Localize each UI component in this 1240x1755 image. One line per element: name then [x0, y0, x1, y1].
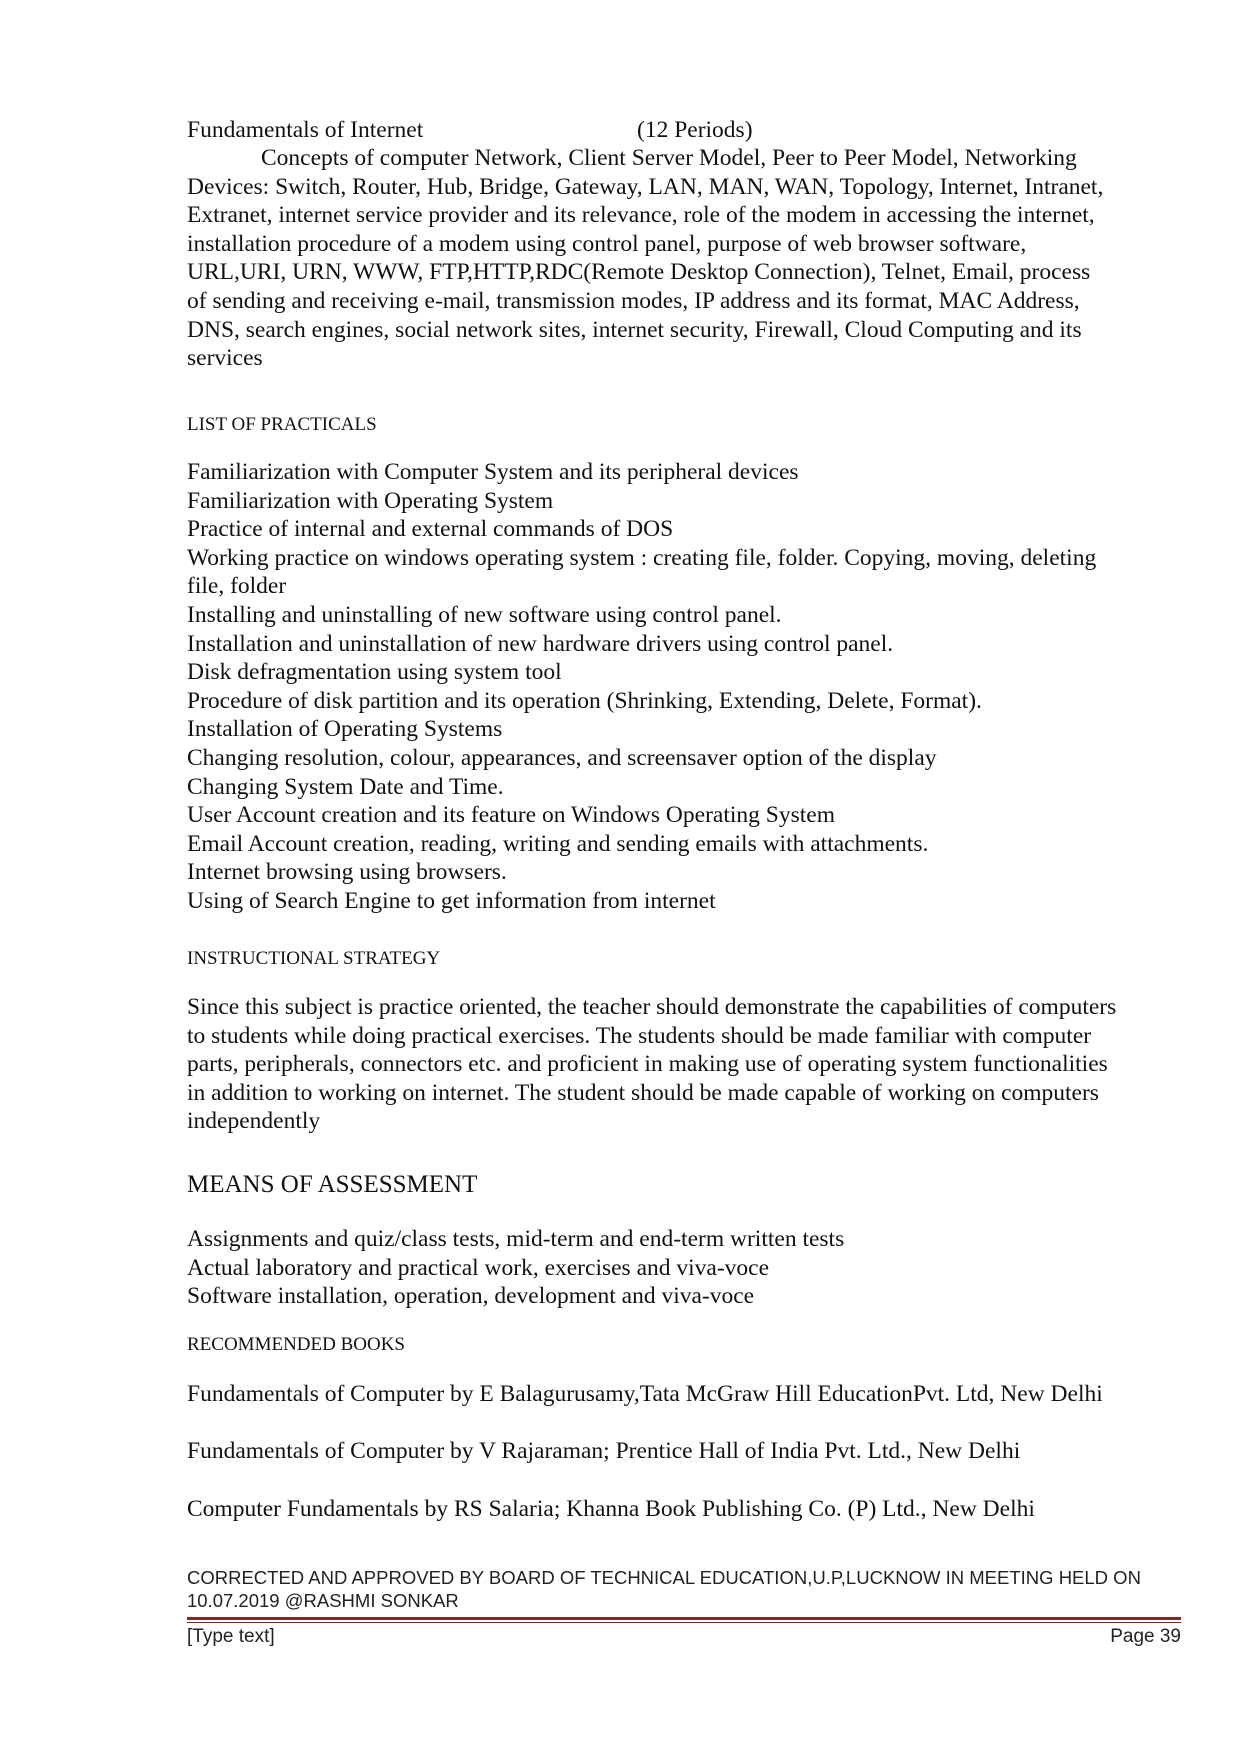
paragraph-line: to students while doing practical exercises. The students should be made familiar with computer: [187, 1022, 1092, 1049]
list-item: Installation and uninstallation of new hardware drivers using control panel.: [187, 630, 894, 657]
list-item: Internet browsing using browsers.: [187, 859, 507, 886]
book-item: Computer Fundamentals by RS Salaria; Khanna Book Publishing Co. (P) Ltd., New Delhi: [187, 1496, 1035, 1522]
section-title-row: [187, 116, 1187, 145]
page-number: Page 39: [1110, 1626, 1181, 1647]
list-item: Practice of internal and external commands of DOS: [187, 516, 674, 543]
paragraph-line: services: [187, 345, 263, 372]
paragraph-line: URL,URI, URN, WWW, FTP,HTTP,RDC(Remote Desktop Connection), Telnet, Email, process: [187, 259, 1091, 286]
list-item: Working practice on windows operating system : creating file, folder. Copying, moving, deleting: [187, 544, 1097, 571]
list-item: Familiarization with Operating System: [187, 487, 554, 514]
paragraph-line: Extranet, internet service provider and its relevance, role of the modem in accessing the internet,: [187, 202, 1095, 229]
paragraph-line: Devices: Switch, Router, Hub, Bridge, Gateway, LAN, MAN, WAN, Topology, Internet, Intranet,: [187, 173, 1104, 200]
book-item: Fundamentals of Computer by E Balagurusamy,Tata McGraw Hill EducationPvt. Ltd, New Delhi: [187, 1381, 1103, 1407]
list-item: Changing System Date and Time.: [187, 773, 504, 800]
list-item: Using of Search Engine to get information from internet: [187, 887, 716, 914]
list-item: Changing resolution, colour, appearances, and screensaver option of the display: [187, 744, 937, 771]
list-item: file, folder: [187, 573, 287, 600]
paragraph-line: Since this subject is practice oriented, the teacher should demonstrate the capabilities of computers: [187, 994, 1117, 1020]
paragraph-line: parts, peripherals, connectors etc. and proficient in making use of operating system functionalities: [187, 1051, 1108, 1078]
paragraph-line: of sending and receiving e-mail, transmission modes, IP address and its format, MAC Address,: [187, 287, 1080, 314]
paragraph-line: installation procedure of a modem using control panel, purpose of web browser software,: [187, 230, 1027, 257]
list-item: Email Account creation, reading, writing and sending emails with attachments.: [187, 830, 929, 857]
book-item: Fundamentals of Computer by V Rajaraman; Prentice Hall of India Pvt. Ltd., New Delhi: [187, 1438, 1021, 1464]
list-item: Installing and uninstalling of new software using control panel.: [187, 601, 782, 628]
list-item: Software installation, operation, development and viva-voce: [187, 1283, 755, 1310]
strategy-heading: INSTRUCTIONAL STRATEGY: [187, 948, 441, 969]
paragraph-line: Concepts of computer Network, Client Server Model, Peer to Peer Model, Networking: [261, 145, 1077, 171]
list-item: Assignments and quiz/class tests, mid-term and end-term written tests: [187, 1226, 845, 1252]
assessment-list: [187, 1225, 1187, 1311]
footer-approval-note: [187, 1566, 1187, 1612]
footer-rule-thick: [187, 1617, 1181, 1620]
assessment-heading: MEANS OF ASSESSMENT: [187, 1171, 478, 1198]
books-heading: RECOMMENDED BOOKS: [187, 1334, 405, 1355]
paragraph-line: independently: [187, 1108, 321, 1135]
list-item: Installation of Operating Systems: [187, 716, 503, 743]
practicals-list: [187, 458, 1187, 916]
paragraph-line: DNS, search engines, social network sites, internet security, Firewall, Cloud Computing and its: [187, 316, 1082, 343]
footer-rule-thin: [187, 1622, 1181, 1623]
list-item: Actual laboratory and practical work, exercises and viva-voce: [187, 1254, 770, 1281]
paragraph-line: in addition to working on internet. The student should be made capable of working on computers: [187, 1079, 1099, 1106]
list-item: Familiarization with Computer System and its peripheral devices: [187, 459, 799, 485]
practicals-heading: LIST OF PRACTICALS: [187, 414, 377, 435]
list-item: User Account creation and its feature on Windows Operating System: [187, 802, 835, 829]
list-item: Procedure of disk partition and its operation (Shrinking, Extending, Delete, Format).: [187, 687, 982, 714]
strategy-paragraph: [187, 993, 1187, 1136]
footer-left-text: [Type text]: [187, 1626, 275, 1647]
list-item: Disk defragmentation using system tool: [187, 659, 562, 686]
section-title: Fundamentals of Internet: [187, 117, 424, 143]
footer-note-line: CORRECTED AND APPROVED BY BOARD OF TECHNICAL EDUCATION,U.P,LUCKNOW IN MEETING HELD ON: [187, 1567, 1141, 1588]
footer-note-line: 10.07.2019 @RASHMI SONKAR: [187, 1590, 459, 1611]
section-paragraph: [187, 144, 1187, 373]
section-periods: (12 Periods): [637, 117, 753, 143]
